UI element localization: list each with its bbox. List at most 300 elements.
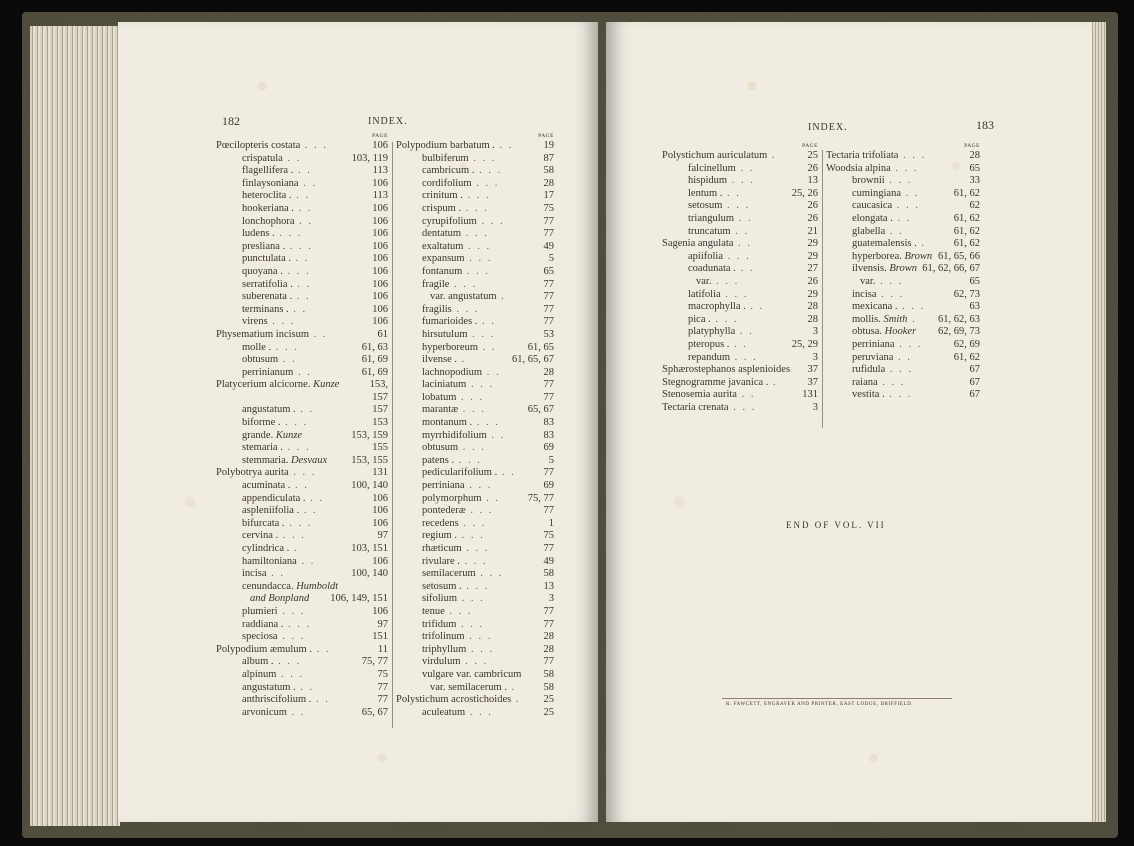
entry-term-text: aspleniifolia . — [242, 505, 300, 517]
entry-leader: . . . — [898, 150, 927, 161]
entry-leader: . . . — [449, 278, 478, 290]
entry-leader: . — [289, 543, 299, 554]
entry-term — [662, 339, 729, 352]
entry-term — [396, 417, 472, 430]
entry-pages: 106 — [372, 291, 388, 303]
entry-pages: 75, 77 — [361, 656, 388, 668]
entry-term-text: molle . — [242, 341, 272, 353]
index-entry — [216, 342, 388, 355]
entry-term — [662, 326, 735, 339]
entry-term-text: flagellifera . — [242, 165, 294, 177]
entry-pages: 77 — [543, 215, 554, 227]
entry-term — [396, 329, 468, 342]
entry-leader — [309, 593, 330, 606]
entry-term-text: var. — [860, 275, 876, 287]
entry-pages: 53 — [543, 328, 554, 340]
index-entry — [396, 203, 554, 216]
entry-term-text: Platycerium alcicorne. — [216, 379, 311, 391]
index-entry — [396, 656, 554, 669]
entry-term-text: pteropus . — [688, 338, 730, 350]
entry-pages: 67 — [969, 364, 980, 376]
entry-leader: . — [506, 681, 517, 693]
entry-leader: . — [457, 354, 467, 366]
entry-term-text: montanum . — [422, 417, 473, 429]
entry-term-text: sifolium — [422, 593, 458, 605]
entry-pages: 157 — [372, 391, 388, 403]
entry-leader: . . — [892, 212, 912, 224]
index-column-left-1 — [216, 132, 388, 719]
entry-term-text: heteroclita . — [242, 190, 292, 202]
entry-term-text: Stenosemia aurita — [662, 389, 737, 401]
entry-term — [216, 392, 242, 405]
entry-term-text: laciniatum — [422, 379, 467, 391]
entry-leader: . . . — [875, 275, 904, 287]
index-entry — [826, 213, 980, 226]
entry-term — [216, 354, 278, 367]
index-entry — [826, 389, 980, 402]
index-entry — [662, 352, 818, 365]
entry-term-text: Stegnogramme javanica . — [662, 376, 769, 388]
entry-term — [662, 188, 722, 201]
index-entry — [662, 276, 818, 289]
entry-term-text: perriniana — [852, 338, 895, 350]
entry-authority: Brown — [889, 263, 917, 275]
entry-leader — [338, 581, 388, 594]
entry-term-text: rivulare . — [422, 555, 460, 567]
entry-pages: 77 — [543, 278, 554, 290]
index-entry — [662, 364, 818, 377]
entry-term — [216, 153, 283, 166]
index-column-right-1 — [662, 142, 818, 414]
entry-term — [396, 190, 463, 203]
entry-leader: . . — [486, 429, 506, 441]
entry-term-text: album . — [242, 656, 274, 668]
entry-leader: . . . — [458, 517, 487, 529]
entry-term-text: bulbiferum — [422, 152, 469, 164]
entry-leader: . . — [735, 162, 755, 174]
index-entry — [662, 326, 818, 339]
index-entry — [396, 619, 554, 632]
entry-term-text: hamiltoniana — [242, 555, 297, 567]
index-entry — [396, 480, 554, 493]
entry-pages: 153 — [372, 417, 388, 429]
entry-term — [396, 291, 497, 304]
index-entry — [216, 644, 388, 657]
entry-pages: 77 — [543, 505, 554, 517]
entry-pages: 106 — [372, 555, 388, 567]
entry-term — [396, 568, 476, 581]
index-entry — [216, 442, 388, 455]
entry-term-text: semilacerum — [422, 568, 476, 580]
entry-pages: 106 — [372, 605, 388, 617]
entry-pages: 77 — [543, 543, 554, 554]
index-entry — [216, 467, 388, 480]
entry-pages: 29 — [807, 250, 818, 262]
entry-term-text: angustatum . — [242, 681, 296, 693]
entry-pages: 25 — [543, 706, 554, 718]
entry-pages: 77 — [543, 303, 554, 315]
entry-term — [396, 669, 521, 682]
index-entry — [216, 455, 388, 468]
entry-authority: Kunze — [313, 379, 340, 391]
entry-term-text: cervina . — [242, 530, 279, 542]
index-entry — [396, 644, 554, 657]
column-page-label: PAGE — [372, 133, 388, 139]
entry-term — [216, 707, 287, 720]
entry-term — [216, 543, 289, 556]
entry-term — [396, 694, 511, 707]
entry-leader: . . — [745, 301, 765, 313]
entry-leader: . . — [311, 643, 331, 655]
entry-term-text: stemmaria. — [242, 454, 289, 466]
entry-term-text: hookeriana . — [242, 202, 294, 214]
entry-leader: . . — [900, 187, 920, 199]
entry-pages: 1 — [548, 517, 554, 529]
entry-term-text: mexicana . — [852, 301, 898, 313]
entry-term — [396, 430, 487, 443]
entry-term — [216, 253, 291, 266]
entry-leader: . . . — [282, 265, 311, 277]
entry-leader — [327, 455, 351, 468]
entry-term — [396, 316, 477, 329]
entry-leader: . . . — [457, 530, 485, 542]
entry-term-text: Polybotrya aurita — [216, 467, 289, 479]
entry-leader: . . . — [451, 303, 480, 315]
entry-leader: . . — [311, 694, 330, 706]
entry-term-text: guatemalensis . — [852, 238, 917, 250]
entry-term — [662, 352, 730, 365]
entry-leader: . . — [736, 389, 756, 401]
entry-authority: Kunze — [275, 429, 303, 441]
entry-term — [826, 200, 892, 213]
entry-pages: 77 — [543, 605, 554, 617]
entry-pages: 61, 62 — [953, 187, 980, 199]
entry-term — [396, 682, 507, 695]
index-entry — [396, 316, 554, 329]
entry-leader: . . . — [463, 240, 492, 252]
entry-leader: . . . — [468, 152, 497, 164]
entry-pages: 77 — [543, 656, 554, 668]
entry-term-text: dentatum — [422, 228, 462, 240]
index-entry — [216, 581, 388, 594]
entry-authority: Brown — [904, 250, 933, 262]
index-entry — [396, 518, 554, 531]
entry-leader: . . . — [476, 215, 505, 227]
entry-leader: . . — [734, 212, 753, 224]
index-entry — [396, 329, 554, 342]
entry-term-text: perriniana — [422, 480, 465, 492]
entry-term-text: lentum . — [688, 187, 723, 199]
entry-pages: 26 — [807, 200, 818, 212]
entry-term — [396, 404, 458, 417]
entry-pages: 131 — [802, 389, 818, 401]
entry-term — [216, 556, 297, 569]
entry-pages: 27 — [807, 263, 818, 275]
entry-term — [216, 342, 271, 355]
entry-pages: 49 — [543, 240, 554, 252]
entry-leader: . . . — [459, 555, 488, 567]
index-entry — [662, 263, 818, 276]
entry-term-text: caucasica — [852, 200, 893, 212]
entry-term-text: raddiana . — [242, 618, 284, 630]
entry-leader: . — [767, 150, 777, 161]
entry-term — [662, 226, 731, 239]
index-entry — [396, 430, 554, 443]
entry-term-text: punctulata . — [242, 253, 291, 265]
entry-term — [216, 593, 309, 606]
entry-pages: 58 — [543, 668, 554, 680]
entry-pages: 61, 69 — [361, 366, 388, 378]
index-entry — [396, 241, 554, 254]
entry-leader: . . . — [471, 177, 500, 189]
column-divider — [392, 142, 393, 728]
index-entry — [396, 367, 554, 380]
index-entry — [216, 556, 388, 569]
entry-pages: 28 — [969, 150, 980, 161]
entry-term — [662, 163, 736, 176]
entry-term — [396, 707, 465, 720]
entry-pages: 65, 67 — [527, 404, 554, 416]
entry-pages: 63 — [969, 301, 980, 313]
index-entry — [396, 190, 554, 203]
entry-term-text: fontanum — [422, 265, 463, 277]
entry-term-text: speciosa — [242, 631, 278, 643]
entry-pages: 83 — [543, 417, 554, 429]
index-entry — [216, 530, 388, 543]
entry-term — [826, 276, 875, 289]
entry-term — [826, 251, 932, 264]
entry-pages: 106 — [372, 240, 388, 252]
index-entry — [396, 493, 554, 506]
right-page — [606, 22, 1092, 822]
entry-term — [396, 442, 458, 455]
entry-leader: . . . — [464, 480, 493, 492]
entry-term — [216, 606, 278, 619]
index-entry — [396, 631, 554, 644]
entry-term — [216, 329, 309, 342]
entry-pages: 62, 69, 73 — [938, 326, 980, 338]
entry-leader: . — [916, 238, 926, 250]
entry-term — [216, 379, 339, 392]
entry-term-text: raiana — [852, 376, 878, 388]
entry-leader: . . . — [885, 364, 913, 376]
index-entry — [826, 226, 980, 239]
entry-term-text: trifidum — [422, 618, 457, 630]
entry-leader: . . . — [462, 265, 490, 277]
entry-term — [216, 304, 289, 317]
entry-leader: . . . — [722, 200, 751, 212]
entry-term — [396, 644, 466, 657]
entry-pages: 100, 140 — [351, 568, 388, 580]
entry-term-text: ludens . — [242, 228, 275, 240]
entry-term-text: vulgare var. cambricum — [422, 668, 522, 680]
entry-leader: . . . — [877, 376, 906, 388]
entry-leader: . . — [278, 354, 297, 366]
entry-pages: 29 — [807, 288, 818, 300]
index-entry — [826, 200, 980, 213]
entry-term — [826, 175, 885, 188]
index-entry — [396, 279, 554, 292]
entry-leader: . . . — [282, 442, 311, 454]
entry-term — [216, 316, 268, 329]
page-number: 182 — [222, 114, 240, 128]
entry-leader: . . . — [461, 543, 490, 554]
entry-term — [216, 430, 302, 443]
entry-term — [216, 644, 312, 657]
entry-leader: . . . — [458, 404, 486, 416]
entry-pages: 106 — [372, 177, 388, 189]
entry-term — [216, 228, 275, 241]
entry-term — [396, 379, 466, 392]
entry-term-text: fragile — [422, 278, 450, 290]
entry-term-text: triphyllum — [422, 643, 467, 655]
entry-term-text: fragilis — [422, 303, 452, 315]
entry-leader: . . — [282, 152, 302, 164]
index-entry — [216, 631, 388, 644]
entry-leader: . . . — [466, 379, 495, 391]
index-entry — [216, 606, 388, 619]
entry-pages: 97 — [377, 618, 388, 630]
imprint-rule — [722, 698, 952, 699]
index-entry — [662, 314, 818, 327]
entry-pages: 69 — [543, 480, 554, 492]
index-entry — [826, 377, 980, 390]
index-entry — [396, 505, 554, 518]
entry-term-text: rhæticum — [422, 543, 462, 554]
entry-pages: 61, 63 — [361, 341, 388, 353]
entry-term — [826, 389, 885, 402]
entry-term — [396, 279, 449, 292]
entry-pages: 67 — [969, 389, 980, 401]
entry-pages: 153, 159 — [351, 429, 388, 441]
entry-term-text: repandum — [688, 351, 730, 363]
entry-pages: 29 — [807, 238, 818, 250]
index-entry — [396, 342, 554, 355]
entry-term — [396, 153, 469, 166]
index-entry — [396, 153, 554, 166]
entry-pages: 61, 62 — [953, 225, 980, 237]
entry-pages: 25 — [807, 150, 818, 161]
entry-pages: 131 — [372, 467, 388, 479]
entry-term — [216, 581, 338, 594]
entry-pages: 77 — [543, 291, 554, 303]
entry-term — [662, 150, 767, 163]
entry-pages: 153, — [369, 379, 388, 391]
entry-leader: . . . — [465, 706, 493, 718]
entry-leader: . . — [477, 341, 497, 353]
index-entry — [216, 241, 388, 254]
entry-term-text: latifolia — [688, 288, 721, 300]
entry-term-text: cyrupifolium — [422, 215, 477, 227]
entry-pages: 106 — [372, 517, 388, 529]
entry-pages: 77 — [377, 681, 388, 693]
entry-term-text: tenue — [422, 605, 445, 617]
entry-pages: 13 — [807, 175, 818, 187]
entry-term — [216, 165, 293, 178]
entry-term-text: ilvensis. — [852, 263, 887, 275]
entry-leader: . . . — [271, 341, 299, 353]
index-entry — [216, 304, 388, 317]
entry-leader: . . — [477, 316, 496, 328]
entry-term — [216, 682, 296, 695]
entry-term — [396, 530, 457, 543]
entry-term-text: setosum — [688, 200, 723, 212]
index-entry — [396, 140, 554, 153]
entry-leader: . . . — [284, 517, 313, 529]
index-entry — [826, 364, 980, 377]
index-entry — [826, 314, 980, 327]
entry-term — [662, 175, 727, 188]
index-entry — [396, 530, 554, 543]
entry-term — [662, 200, 722, 213]
entry-term-text: crispum . — [422, 202, 462, 214]
index-entry — [396, 669, 554, 682]
entry-pages: 106 — [372, 278, 388, 290]
entry-term — [216, 530, 278, 543]
entry-term — [216, 216, 295, 229]
entry-term-text: hyperborea. — [852, 250, 902, 262]
entry-term — [826, 188, 901, 201]
entry-term-text: coadunata . — [688, 263, 736, 275]
entry-leader: . . — [729, 338, 748, 350]
index-entry — [826, 150, 980, 163]
entry-pages: 37 — [807, 364, 818, 376]
entry-leader: . . . — [454, 454, 482, 466]
index-entry — [662, 213, 818, 226]
entry-term-text: patens . — [422, 454, 455, 466]
entry-leader: . — [768, 376, 778, 388]
entry-leader — [916, 326, 938, 339]
entry-pages: 61, 65, 66 — [938, 250, 980, 262]
entry-term-text: setosum . — [422, 580, 462, 592]
index-entry — [216, 253, 388, 266]
entry-pages: 75, 77 — [527, 492, 554, 504]
running-head: INDEX. — [368, 116, 408, 127]
entry-term — [396, 467, 497, 480]
column-page-label: PAGE — [538, 133, 554, 139]
index-entry — [826, 163, 980, 176]
index-column-right-2 — [826, 142, 980, 402]
entry-pages: 106, 149, 151 — [330, 593, 388, 605]
entry-leader: . . . — [278, 530, 306, 542]
index-entry — [396, 568, 554, 581]
entry-leader: . — [907, 313, 917, 325]
entry-pages: 65 — [969, 162, 980, 174]
index-entry — [662, 289, 818, 302]
index-entry — [396, 417, 554, 430]
entry-term-text: vestita . — [852, 389, 885, 401]
index-entry — [662, 200, 818, 213]
index-entry — [396, 694, 554, 707]
entry-term-text: finlaysoniana — [242, 177, 299, 189]
index-entry — [216, 417, 388, 430]
entry-term — [396, 367, 482, 380]
entry-leader: . . . — [876, 288, 905, 300]
entry-term — [216, 505, 299, 518]
entry-term-text: ilvense . — [422, 354, 457, 366]
entry-term — [662, 213, 734, 226]
entry-term-text: rufidula — [852, 364, 886, 376]
entry-term — [396, 493, 482, 506]
index-entry — [216, 707, 388, 720]
entry-term — [216, 568, 267, 581]
entry-pages: 3 — [812, 326, 818, 338]
entry-pages: 106 — [372, 215, 388, 227]
entry-term-text: crinitum . — [422, 190, 463, 202]
entry-pages: 61, 62 — [953, 212, 980, 224]
entry-term — [396, 518, 459, 531]
entry-term-text: stemaria . — [242, 442, 283, 454]
